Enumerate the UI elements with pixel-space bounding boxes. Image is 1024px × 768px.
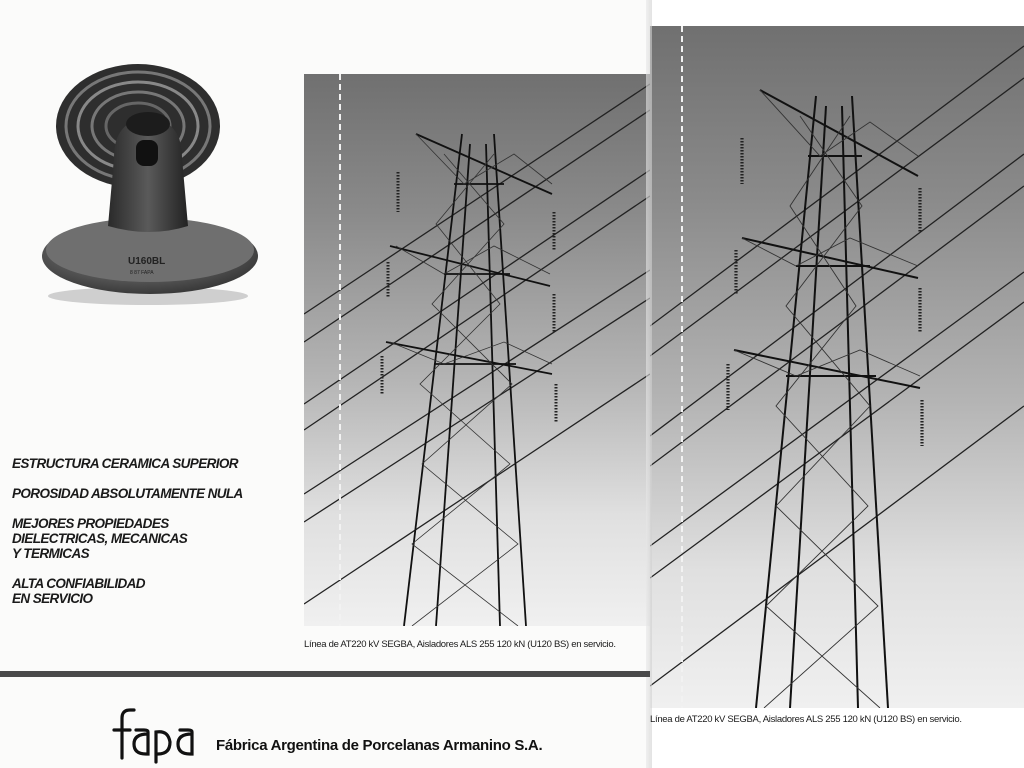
company-name: Fábrica Argentina de Porcelanas Armanino S.A. [216, 737, 543, 754]
transmission-tower-photo-duplicate [650, 26, 1024, 708]
fapa-logo [108, 704, 196, 764]
photo-caption: Línea de AT220 kV SEGBA, Aisladores ALS 255 120 kN (U120 BS) en servicio. [304, 639, 616, 650]
photo-caption-duplicate: Línea de AT220 kV SEGBA, Aisladores ALS 255 120 kN (U120 BS) en servicio. [650, 714, 962, 725]
feature-item: POROSIDAD ABSOLUTAMENTE NULA [12, 486, 243, 501]
transmission-tower-photo [304, 74, 650, 626]
insulator-marking: U160BL [128, 256, 166, 267]
insulator-marking-small: 8 87 FAPA [130, 270, 154, 276]
feature-item: MEJORES PROPIEDADES DIELECTRICAS, MECANICAS Y TERMICAS [12, 516, 188, 561]
feature-item: ESTRUCTURA CERAMICA SUPERIOR [12, 456, 238, 471]
feature-item: ALTA CONFIABILIDAD EN SERVICIO [12, 576, 145, 606]
scan-edge [646, 0, 652, 768]
divider-rule [0, 671, 650, 677]
feature-list [12, 456, 302, 621]
insulator-image [36, 58, 264, 310]
